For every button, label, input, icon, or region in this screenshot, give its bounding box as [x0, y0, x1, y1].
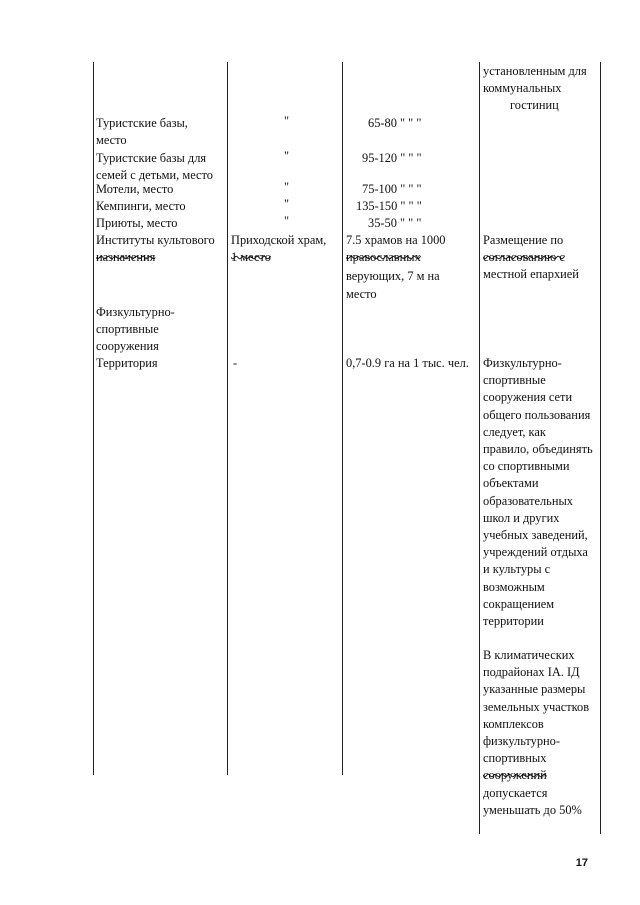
table-row-5-col1: Приюты, место [96, 216, 178, 230]
table-row-1-col3: 65-80 " " " [368, 116, 422, 130]
table-border-left [93, 62, 94, 775]
table-row-2-col3: 95-120 " " " [362, 151, 422, 165]
table-row-0-col4: установленным для коммунальных гостиниц [483, 64, 587, 113]
table-row-8-col4: Физкультурно- спортивные сооружения сети общего пользования следует, как правило, объединять со спортивными объектами образовательных школ и других учебных заведений, учреждений отдыха и культуры с возможным сокращением территории [483, 356, 593, 629]
table-row-5-col3: 35-50 " " " [368, 216, 422, 230]
table-row-4-col3: 135-150 " " " [356, 199, 422, 213]
table-row-3-col3: 75-100 " " " [362, 182, 422, 196]
table-row-6-col1: Институты культового назначения [96, 233, 215, 265]
table-row-8-col2: - [233, 356, 238, 370]
table-row-6-col3: 7.5 храмов на 1000 православных верующих, 7 м на место [346, 233, 446, 301]
table-row-2-col2: " [284, 149, 290, 163]
table-row-5-col2: " [284, 214, 290, 228]
table-row-7-col1: Физкультурно- спортивные сооружения [96, 305, 175, 354]
table-row-4-col1: Кемпинги, место [96, 199, 186, 213]
table-note: В климатических подрайонах IA. IД указанные размеры земельных участков комплексов физкультурно- спортивных сооружений допускается уменьшать до 50% [483, 648, 590, 817]
table-row-4-col2: " [284, 197, 290, 211]
table-row-8-col3: 0,7-0.9 га на 1 тыс. чел. [346, 356, 469, 370]
table-row-8-col1: Территория [96, 356, 158, 370]
table-row-1-col1: Туристские базы, место [96, 116, 188, 148]
table-rule-col2 [227, 62, 228, 775]
table-row-1-col2: " [284, 114, 290, 128]
table-border-right [600, 62, 601, 834]
table-row-2-col1: Туристские базы для семей с детьми, место [96, 151, 213, 183]
table-row-6-col2: Приходской храм, 1 место [231, 233, 327, 265]
table-row-3-col1: Мотели, место [96, 182, 174, 196]
page-number: 17 [575, 857, 588, 869]
table-row-6-col4: Размещение по согласованию с местной епархией [483, 233, 579, 282]
table-row-3-col2: " [284, 180, 290, 194]
table-rule-col4 [479, 62, 480, 834]
table-rule-col3 [342, 62, 343, 775]
